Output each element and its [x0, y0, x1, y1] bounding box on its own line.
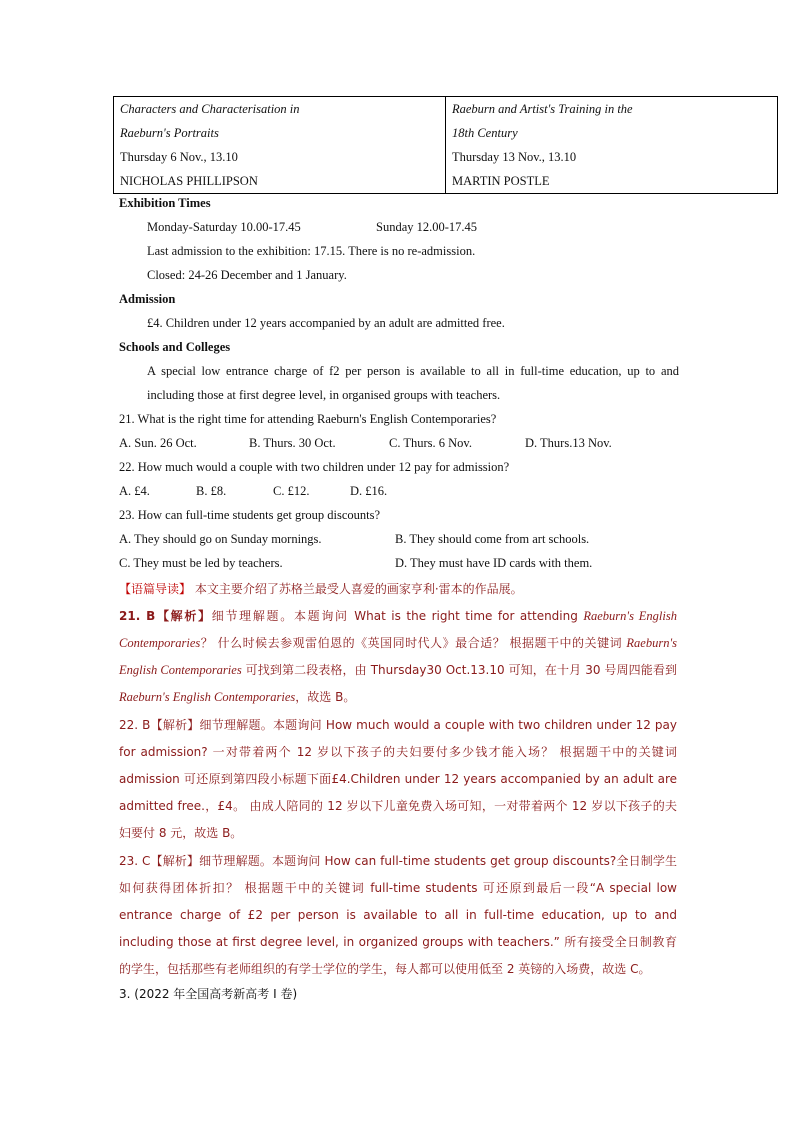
exhibition-info	[119, 191, 679, 575]
next-passage-source	[119, 985, 297, 1002]
schools-text: A special low entrance charge of f2 per person is available to all in full-time education, up to and including those at first degree level, in organised groups with teachers.	[147, 364, 679, 402]
answer-text: 可找到第二段表格，由 Thursday30 Oct.13.10 可知，在十月 30 号周四能看到	[241, 663, 677, 677]
exhibition-heading: Exhibition Times	[119, 196, 211, 210]
admission-text: £4. Children under 12 years accompanied by an adult are admitted free.	[147, 316, 505, 330]
sunday-hours: Sunday 12.00-17.45	[376, 220, 478, 234]
option-a: A. They should go on Sunday mornings.	[119, 532, 322, 546]
question-21-options	[119, 431, 679, 455]
answer-key: 23. C【解析】	[119, 854, 200, 868]
answer-22	[119, 712, 677, 847]
source-text: 3. (2022 年全国高考新高考 I 卷)	[119, 987, 298, 1001]
option-b: B. £8.	[196, 484, 227, 498]
answer-23	[119, 848, 677, 983]
lecture-speaker: NICHOLAS PHILLIPSON	[120, 174, 258, 188]
schools-heading: Schools and Colleges	[119, 340, 231, 354]
answer-term: Raeburn's English Contemporaries	[119, 690, 296, 704]
question-23-options-row2	[119, 551, 679, 575]
admission-heading: Admission	[119, 292, 176, 306]
lecture-title-line: Characters and Characterisation in	[120, 102, 300, 116]
answer-text: 细节理解题。本题询问 What is the right time for attending	[211, 609, 584, 623]
opening-hours	[119, 215, 679, 239]
question-22-options	[119, 479, 679, 503]
answer-text: 细节理解题。本题询问 How much would a couple with two children under 12 pay for admission? 一对带着两个 12 岁以下孩子的夫妇要付多少钱才能入场？ 根据题干中的关键词 admission 可还原到第四段小标题下面£4.Children under 12 years accompanied by an adult are admitted free.，£4。 由成人陪同的 12 岁以下儿童免费入场可知，一对带着两个 12 岁以下孩子的夫妇要付 8 元，故选 B。	[119, 718, 677, 840]
answer-text: ？ 什么时候去参观雷伯恩的《英国同时代人》最合适？ 根据题干中的关键词	[200, 636, 627, 650]
last-admission: Last admission to the exhibition: 17.15. There is no re-admission.	[147, 244, 476, 258]
question-23-options-row1	[119, 527, 679, 551]
question-21-stem: 21. What is the right time for attending Raeburn's English Contemporaries?	[119, 412, 497, 426]
answer-term: Raeburn's English Contemporaries	[119, 636, 677, 677]
lecture-cell-left	[114, 97, 446, 194]
option-d: D. They must have ID cards with them.	[395, 556, 593, 570]
lecture-date: Thursday 13 Nov., 13.10	[452, 150, 577, 164]
reading-guide	[119, 576, 677, 603]
lecture-title-line: Raeburn's Portraits	[120, 126, 219, 140]
lecture-date: Thursday 6 Nov., 13.10	[120, 150, 238, 164]
closed-dates: Closed: 24-26 December and 1 January.	[147, 268, 347, 282]
guide-text: 本文主要介绍了苏格兰最受人喜爱的画家亨利·雷本的作品展。	[191, 582, 523, 596]
lecture-title-line: Raeburn and Artist's Training in the	[452, 102, 633, 116]
lecture-speaker: MARTIN POSTLE	[452, 174, 550, 188]
lecture-title-line: 18th Century	[452, 126, 518, 140]
option-c: C. Thurs. 6 Nov.	[389, 436, 472, 450]
answer-term: Raeburn's English Contemporaries	[119, 609, 677, 650]
option-c: C. £12.	[273, 484, 310, 498]
answer-key: 22. B【解析】	[119, 718, 200, 732]
question-22-stem: 22. How much would a couple with two children under 12 pay for admission?	[119, 460, 510, 474]
option-c: C. They must be led by teachers.	[119, 556, 283, 570]
option-a: A. Sun. 26 Oct.	[119, 436, 197, 450]
lecture-cell-right	[446, 97, 778, 194]
answer-text: 细节理解题。本题询问 How can full-time students get group discounts?全日制学生如何获得团体折扣？ 根据题干中的关键词 full-time students 可还原到最后一段“A special low entrance charge of £2 per person is available to all in full-time education, up to and including those at first degree level, in organized groups with teachers.” 所有接受全日制教育的学生，包括那些有老师组织的有学士学位的学生，每人都可以使用低至 2 英镑的入场费，故选 C。	[119, 854, 677, 976]
option-b: B. Thurs. 30 Oct.	[249, 436, 336, 450]
guide-label: 【语篇导读】	[119, 582, 192, 596]
answer-text: ，故选 B。	[295, 690, 356, 704]
question-23-stem: 23. How can full-time students get group discounts?	[119, 508, 381, 522]
answer-key: 21. B【解析】	[119, 609, 212, 623]
answer-21	[119, 603, 677, 711]
weekday-hours: Monday-Saturday 10.00-17.45	[147, 220, 301, 234]
option-d: D. £16.	[350, 484, 388, 498]
option-d: D. Thurs.13 Nov.	[525, 436, 612, 450]
option-b: B. They should come from art schools.	[395, 532, 590, 546]
option-a: A. £4.	[119, 484, 150, 498]
lecture-table	[113, 96, 778, 194]
